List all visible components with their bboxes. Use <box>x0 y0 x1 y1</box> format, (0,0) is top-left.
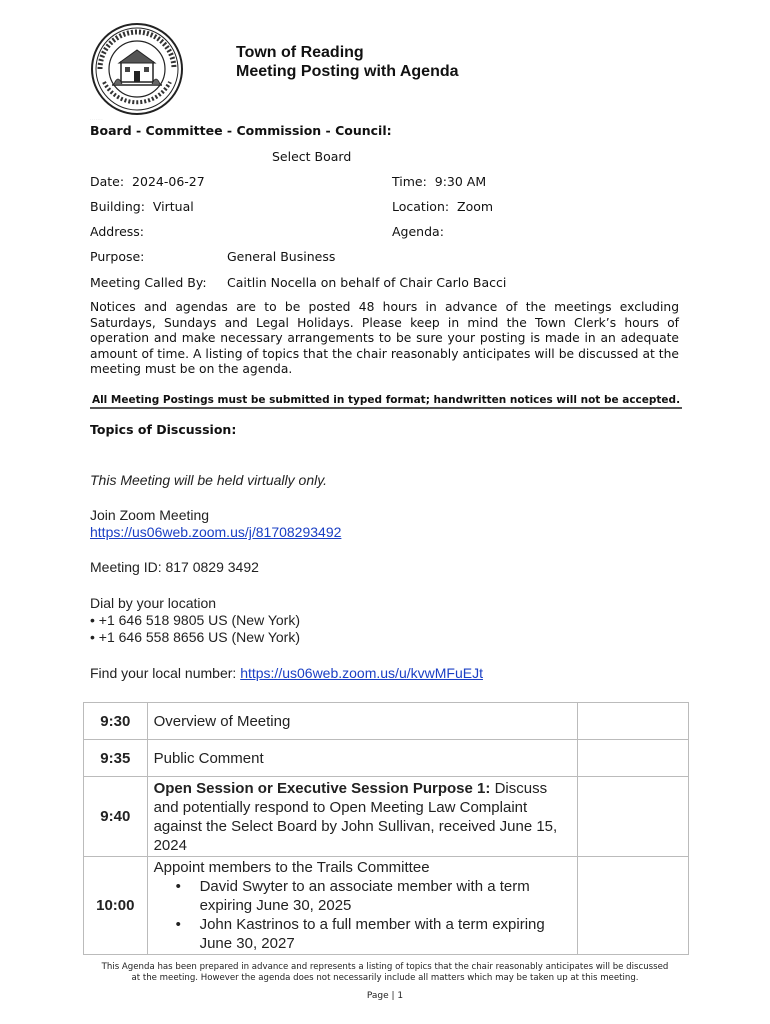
building-value: Virtual <box>152 199 194 214</box>
typed-format-warning: All Meeting Postings must be submitted in typed format; handwritten notices will not be accepted. <box>91 394 681 406</box>
agenda-table <box>83 702 689 955</box>
date-label: Date: <box>90 174 125 189</box>
divider <box>90 407 682 409</box>
purpose-label: Purpose: <box>90 249 145 264</box>
join-zoom-link[interactable]: https://us06web.zoom.us/j/81708293492 <box>90 524 342 540</box>
agenda-time: 9:40 <box>84 777 148 857</box>
document-title <box>236 43 459 81</box>
local-number-line <box>90 665 483 681</box>
page-number: Page | 1 <box>366 991 404 1001</box>
agenda-row <box>84 740 689 777</box>
location-label: Location: <box>392 199 450 214</box>
board-value: Select Board <box>272 149 352 164</box>
address-label: Address: <box>90 224 144 239</box>
dial-number-1: • +1 646 518 9805 US (New York) <box>90 612 300 628</box>
topics-heading: Topics of Discussion: <box>90 422 237 437</box>
dial-number-2: • +1 646 558 8656 US (New York) <box>90 629 300 645</box>
agenda-time: 9:30 <box>84 703 148 740</box>
agenda-item-text: Appoint members to the Trails Committee <box>153 859 430 876</box>
agenda-item <box>147 857 577 955</box>
agenda-row <box>84 857 689 955</box>
time-value: 9:30 AM <box>434 174 487 189</box>
board-label: Board - Committee - Commission - Council: <box>90 123 392 138</box>
disclaimer-line-2: at the meeting. However the agenda does not necessarily include all matters which may be taken up at this meeting. <box>131 973 639 983</box>
agenda-disclaimer <box>92 962 678 984</box>
called-by-value: Caitlin Nocella on behalf of Chair Carlo Bacci <box>227 275 507 290</box>
title-line-1: Town of Reading <box>236 44 364 61</box>
location-value: Zoom <box>457 199 494 214</box>
date-field <box>90 174 205 189</box>
time-field <box>392 174 486 189</box>
local-number-link[interactable]: https://us06web.zoom.us/u/kvwMFuEJt <box>240 665 483 681</box>
building-field <box>90 199 194 214</box>
dial-label: Dial by your location <box>90 595 217 611</box>
agenda-item: Public Comment <box>147 740 577 777</box>
virtual-note: This Meeting will be held virtually only. <box>90 472 328 488</box>
purpose-value: General Business <box>227 249 336 264</box>
agenda-row <box>84 777 689 857</box>
appointment-list <box>154 877 571 953</box>
local-number-label: Find your local number: <box>90 665 237 681</box>
agenda-item: Overview of Meeting <box>147 703 577 740</box>
agenda-time: 10:00 <box>84 857 148 955</box>
agenda-blank-cell <box>577 777 688 857</box>
disclaimer-line-1: This Agenda has been prepared in advance and represents a listing of topics that the chair reasonably anticipates will be discussed <box>101 962 669 972</box>
agenda-item-heading: Open Session or Executive Session Purpose 1: <box>153 779 491 797</box>
join-zoom-label: Join Zoom Meeting <box>90 507 210 523</box>
agenda-blank-cell <box>577 703 688 740</box>
town-seal-logo <box>90 22 184 116</box>
agenda-item <box>147 777 577 857</box>
called-by-label: Meeting Called By: <box>90 275 207 290</box>
meeting-id: Meeting ID: 817 0829 3492 <box>90 559 259 575</box>
building-label: Building: <box>90 199 145 214</box>
agenda-row <box>84 703 689 740</box>
agenda-blank-cell <box>577 740 688 777</box>
agenda-item-text: Discuss and potentially respond to Open Meeting Law Complaint against the Select Board by John Sullivan, received June 15, 2024 <box>153 779 558 854</box>
list-item: • John Kastrinos to a full member with a term expiring June 30, 2027 <box>175 916 545 952</box>
agenda-blank-cell <box>577 857 688 955</box>
location-field <box>392 199 493 214</box>
title-line-2: Meeting Posting with Agenda <box>236 63 459 80</box>
agenda-label: Agenda: <box>392 224 444 239</box>
agenda-time: 9:35 <box>84 740 148 777</box>
list-item: • David Swyter to an associate member with a term expiring June 30, 2025 <box>175 878 530 914</box>
seal-caption: · · · · · · · <box>90 117 103 121</box>
posting-notice: Notices and agendas are to be posted 48 hours in advance of the meetings excluding Saturdays, Sundays and Legal Holidays. Please keep in mind the Town Clerk’s hours of operation and make necessary arrangements to be sure your posting is made in an adequate amount of time. A listing of topics that the chair reasonably anticipates will be discussed at the meeting must be on the agenda. <box>90 300 679 376</box>
time-label: Time: <box>392 174 427 189</box>
date-value: 2024-06-27 <box>132 174 205 189</box>
